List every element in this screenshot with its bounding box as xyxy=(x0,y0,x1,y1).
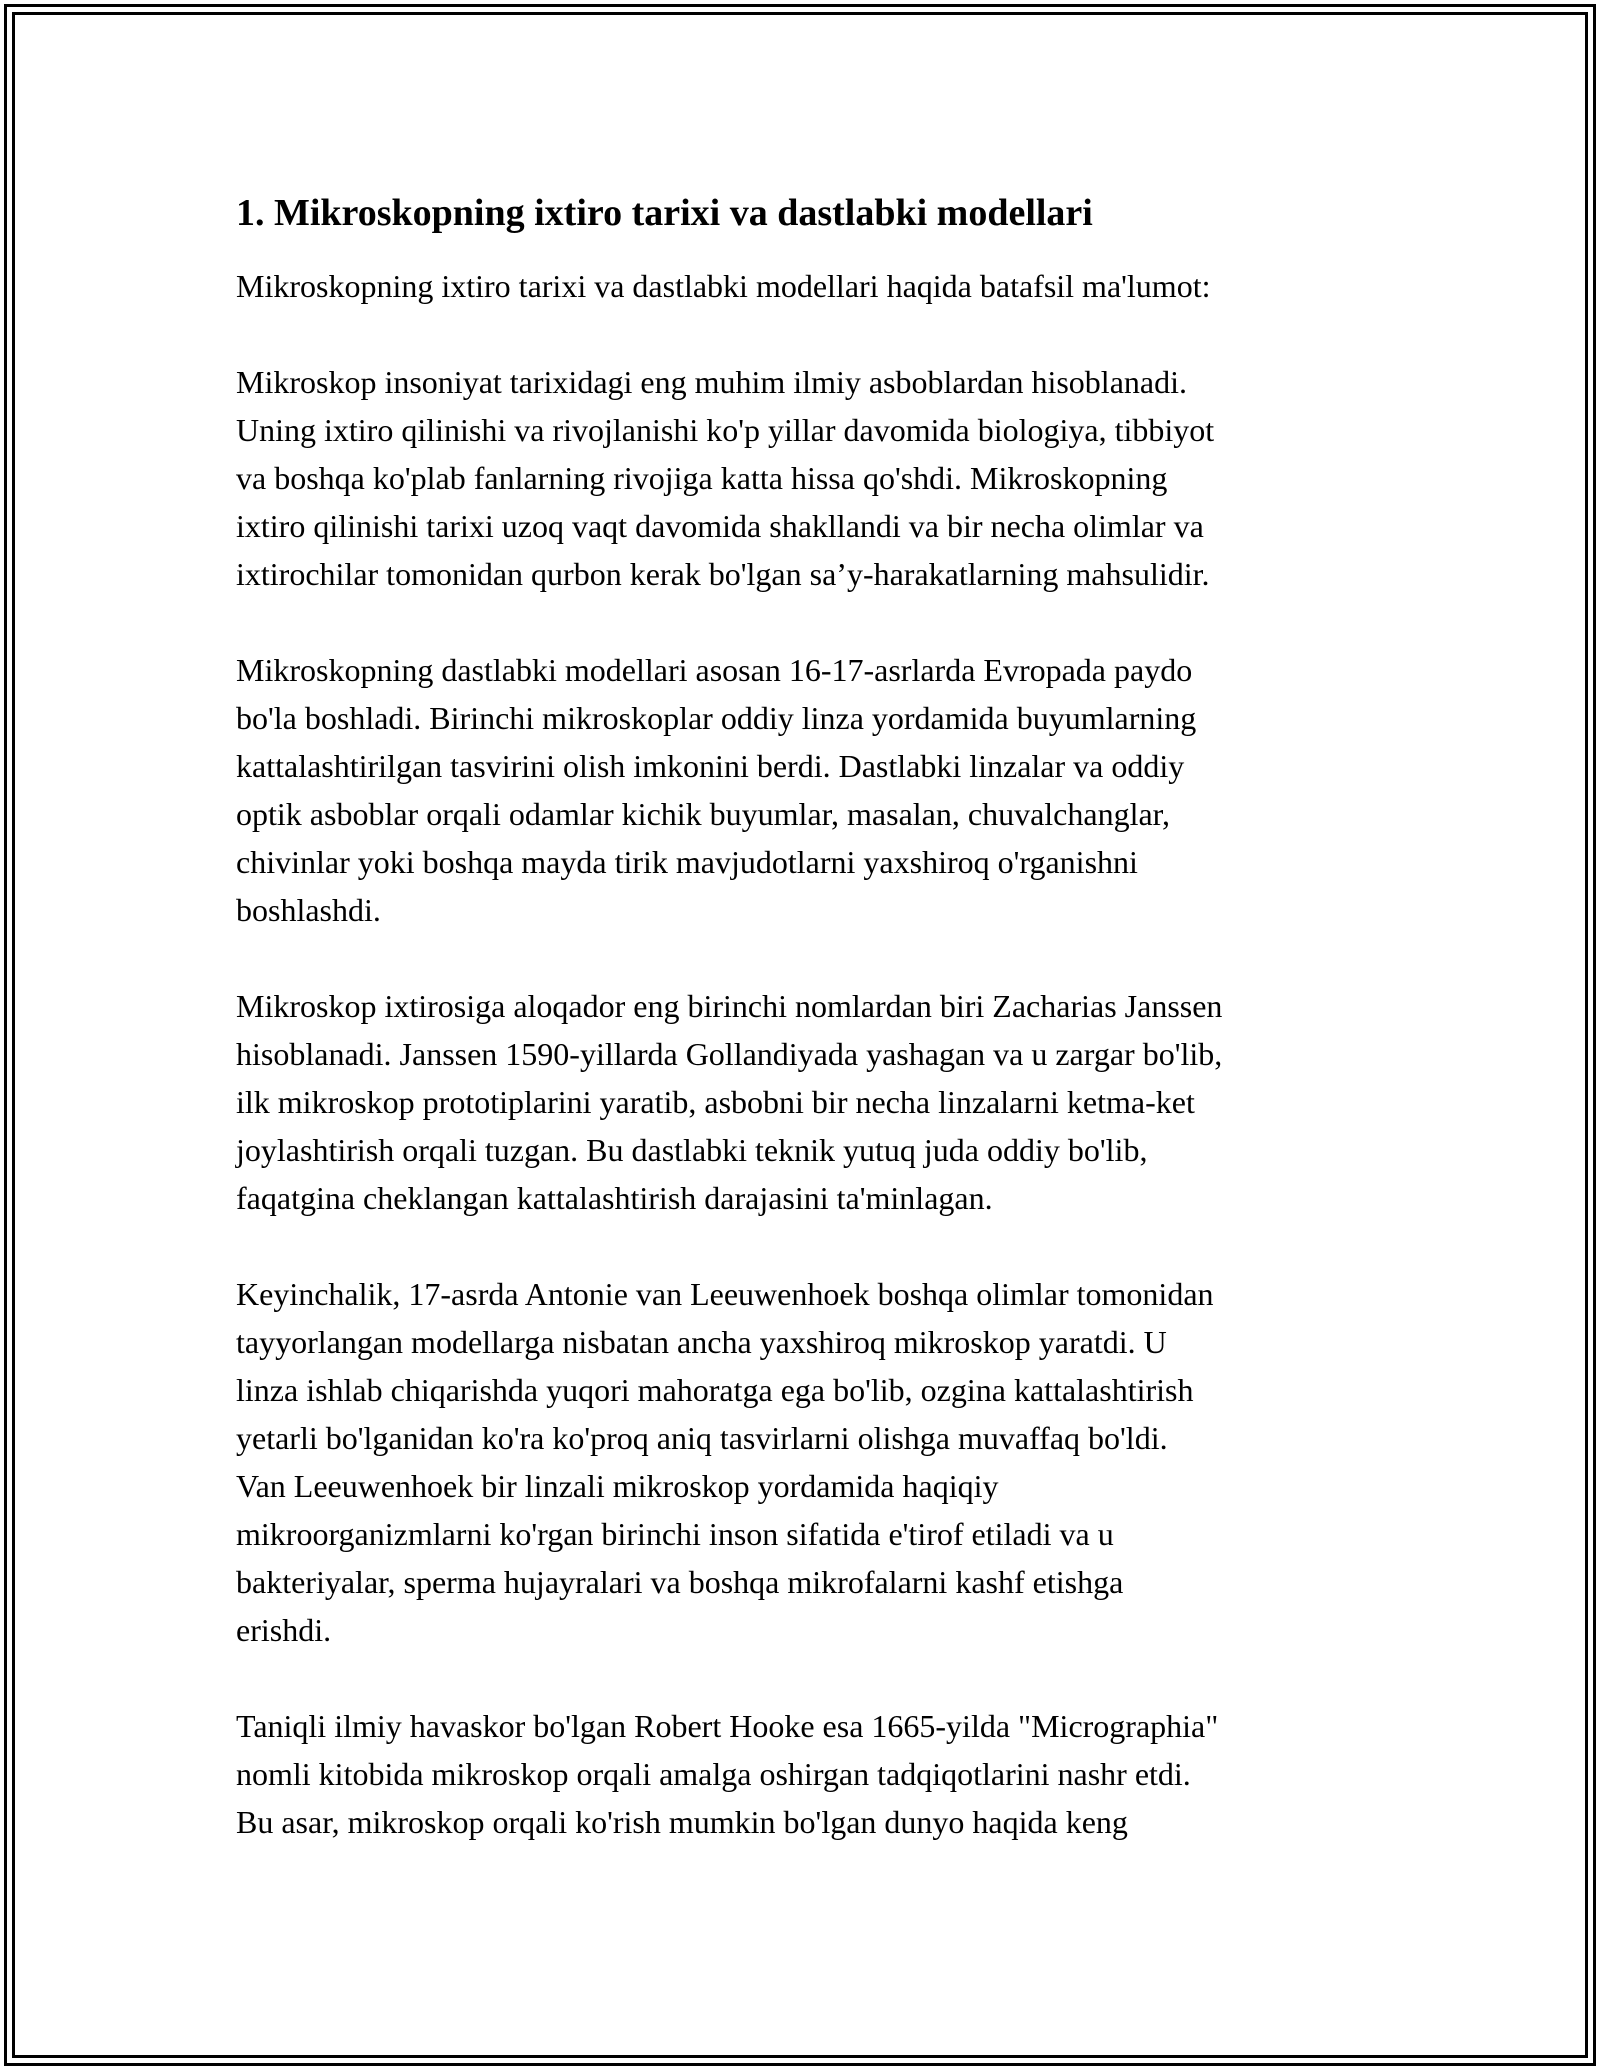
paragraph-line: boshlashdi. xyxy=(236,892,381,928)
paragraph-line: mikroorganizmlarni ko'rgan birinchi inson sifatida e'tirof etiladi va u xyxy=(236,1516,1114,1552)
paragraph-line: Mikroskop ixtirosiga aloqador eng birinchi nomlardan biri Zacharias Janssen xyxy=(236,988,1223,1024)
paragraph-line: bo'la boshladi. Birinchi mikroskoplar oddiy linza yordamida buyumlarning xyxy=(236,700,1197,736)
paragraph xyxy=(236,982,1406,1222)
paragraph xyxy=(236,358,1406,598)
paragraph-line: erishdi. xyxy=(236,1612,332,1648)
paragraph-line: ixtirochilar tomonidan qurbon kerak bo'lgan sa’y-harakatlarning mahsulidir. xyxy=(236,556,1210,592)
paragraph-line: joylashtirish orqali tuzgan. Bu dastlabki teknik yutuq juda oddiy bo'lib, xyxy=(236,1132,1148,1168)
paragraph-line: Taniqli ilmiy havaskor bo'lgan Robert Hooke esa 1665-yilda "Micrographia" xyxy=(236,1708,1219,1744)
paragraph-line: Mikroskopning dastlabki modellari asosan 16-17-asrlarda Evropada paydo xyxy=(236,652,1193,688)
paragraph-line: kattalashtirilgan tasvirini olish imkonini berdi. Dastlabki linzalar va oddiy xyxy=(236,748,1185,784)
intro-paragraph: Mikroskopning ixtiro tarixi va dastlabki modellari haqida batafsil ma'lumot: xyxy=(236,268,1211,304)
paragraph-line: bakteriyalar, sperma hujayralari va boshqa mikrofalarni kashf etishga xyxy=(236,1564,1124,1600)
paragraph-line: chivinlar yoki boshqa mayda tirik mavjudotlarni yaxshiroq o'rganishni xyxy=(236,844,1138,880)
paragraph-line: faqatgina cheklangan kattalashtirish darajasini ta'minlagan. xyxy=(236,1180,993,1216)
paragraph-line: Van Leeuwenhoek bir linzali mikroskop yordamida haqiqiy xyxy=(236,1468,999,1504)
paragraph-line: hisoblanadi. Janssen 1590-yillarda Gollandiyada yashagan va u zargar bo'lib, xyxy=(236,1036,1223,1072)
paragraph-line: Uning ixtiro qilinishi va rivojlanishi ko'p yillar davomida biologiya, tibbiyot xyxy=(236,412,1215,448)
paragraph-line: yetarli bo'lganidan ko'ra ko'proq aniq tasvirlarni olishga muvaffaq bo'ldi. xyxy=(236,1420,1168,1456)
paragraph xyxy=(236,1270,1406,1654)
paragraph-line: linza ishlab chiqarishda yuqori mahoratga ega bo'lib, ozgina kattalashtirish xyxy=(236,1372,1194,1408)
document-body xyxy=(236,186,1406,1894)
paragraph-line: Keyinchalik, 17-asrda Antonie van Leeuwenhoek boshqa olimlar tomonidan xyxy=(236,1276,1214,1312)
paragraph-line: Bu asar, mikroskop orqali ko'rish mumkin bo'lgan dunyo haqida keng xyxy=(236,1804,1128,1840)
paragraph xyxy=(236,646,1406,934)
document-title: 1. Mikroskopning ixtiro tarixi va dastlabki modellari xyxy=(236,192,1093,234)
paragraph-line: ilk mikroskop prototiplarini yaratib, asbobni bir necha linzalarni ketma-ket xyxy=(236,1084,1195,1120)
paragraph-line: ixtiro qilinishi tarixi uzoq vaqt davomida shakllandi va bir necha olimlar va xyxy=(236,508,1204,544)
paragraph-line: tayyorlangan modellarga nisbatan ancha yaxshiroq mikroskop yaratdi. U xyxy=(236,1324,1167,1360)
paragraph-line: optik asboblar orqali odamlar kichik buyumlar, masalan, chuvalchanglar, xyxy=(236,796,1171,832)
paragraph xyxy=(236,1702,1406,1846)
paragraph-line: va boshqa ko'plab fanlarning rivojiga katta hissa qo'shdi. Mikroskopning xyxy=(236,460,1168,496)
paragraph-line: nomli kitobida mikroskop orqali amalga oshirgan tadqiqotlarini nashr etdi. xyxy=(236,1756,1191,1792)
paragraph-line: Mikroskop insoniyat tarixidagi eng muhim ilmiy asboblardan hisoblanadi. xyxy=(236,364,1187,400)
